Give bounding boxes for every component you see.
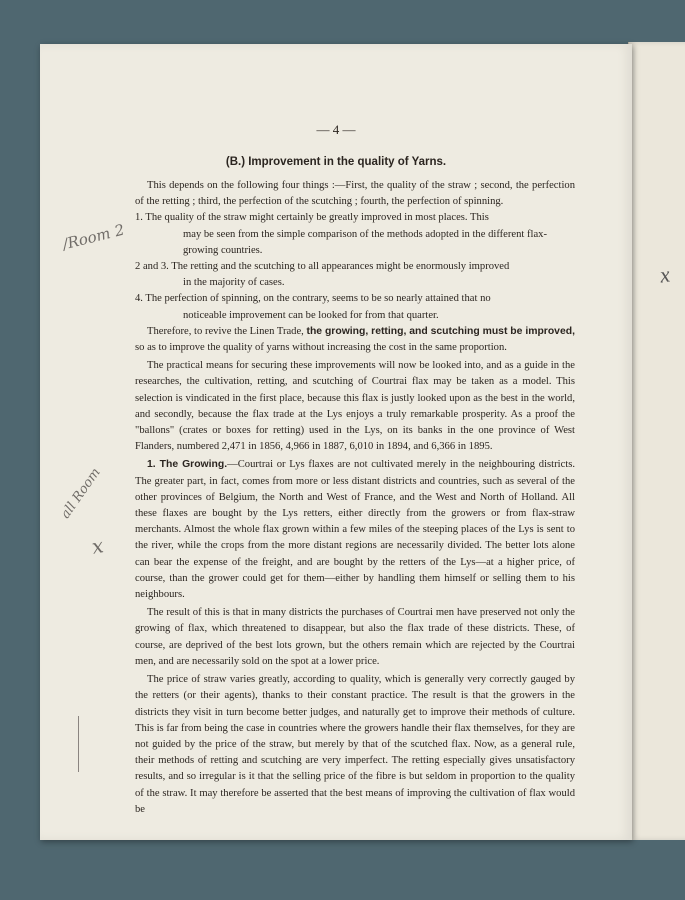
therefore-text: Therefore, to revive the Linen Trade, — [147, 325, 304, 337]
handwritten-x-right: x — [658, 261, 672, 288]
list-item — [135, 210, 575, 259]
list-item — [135, 291, 575, 323]
therefore-bold: the growing, retting, and scutching must be improved, — [306, 325, 575, 337]
list-item-continuation: in the majority of cases. — [183, 277, 285, 289]
body-text — [135, 178, 575, 818]
growing-title: 1. The Growing. — [147, 459, 228, 471]
handwritten-note-room: /Room 2 — [60, 220, 127, 254]
list-item-first-line: 2 and 3. The retting and the scutching to all appearances might be enormously improved — [135, 261, 510, 273]
growing-paragraph — [135, 457, 575, 603]
growing-text: —Courtrai or Lys flaxes are not cultivated merely in the neighbouring districts. The greater part, in fact, comes from more or less distant districts and countries, such as several of the other provinces of Belgium, the North and West of France, and the West and North of Holland. All these flaxes are bought by the Lys retters, either directly from the growers or from flax-straw merchants. Almost the whole flax grown within a few miles of the steeping places of the Lys is sent to the river, while the crops from the more distant regions are necessarily divided. The better lots alone can bear the expense of the freight, and are bought by the retters of the Lys—at a higher price, of course, than the grower could get for them—either by handling them himself or selling them to his neighbours. — [135, 459, 575, 601]
list-item-continuation: may be seen from the simple comparison of the methods adopted in the different flax-growing countries. — [183, 228, 548, 256]
practical-paragraph: The practical means for securing these improvements will now be looked into, and as a guide in the researches, the cultivation, retting, and scutching of Courtrai flax may be taken as a model. This selection is vindicated in the first place, because this flax is justly looked upon as the best in the world, and secondly, because the flax trade at the Lys enjoys a truly remarkable prosperity. As a proof the "ballons" (crates or boxes for retting) used in the Lys, on its banks in the one province of West Flanders, numbered 2,471 in 1856, 4,966 in 1887, 6,010 in 1894, and 6,366 in 1895. — [135, 360, 575, 453]
list-item-first-line: 4. The perfection of spinning, on the contrary, seems to be so nearly attained that no — [135, 293, 491, 305]
list-item-first-line: 1. The quality of the straw might certainly be greatly improved in most places. This — [135, 212, 489, 224]
therefore-paragraph — [135, 324, 575, 356]
intro-paragraph: This depends on the following four things :—First, the quality of the straw ; second, the perfection of the retting ; third, the perfection of the scutching ; fourth, the perfection of spinning. — [135, 180, 575, 208]
handwritten-x-left: x — [90, 533, 106, 559]
adjacent-page — [628, 42, 685, 840]
list-item — [135, 259, 575, 291]
price-paragraph: The price of straw varies greatly, according to quality, which is generally very correctly gauged by the retters (or their agents), thanks to their constant practice. The result is that the growers in the districts they visit in turn become better judges, and naturally get to improve their methods of culture. This is far from being the case in countries where the growers handle their flax themselves, for they are not guided by the price of the straw, but merely by that of the scutched flax. Now, as a general rule, their methods of retting and scutching are very imperfect. The retting especially gives unsatisfactory results, and so irregular is it that the selling price of the fibre is but seldom in proportion to the quality of the straw. It may therefore be asserted that the best means of improving the cultivation of flax would be — [135, 674, 575, 815]
therefore-after: so as to improve the quality of yarns without increasing the cost in the same proportion. — [135, 342, 507, 354]
section-heading: (B.) Improvement in the quality of Yarns. — [225, 156, 447, 168]
document-page — [40, 44, 632, 840]
handwritten-note-all-room: all Room — [58, 465, 104, 522]
page-number: — 4 — — [316, 122, 356, 137]
list-item-continuation: noticeable improvement can be looked for from that quarter. — [183, 309, 439, 321]
result-paragraph: The result of this is that in many districts the purchases of Courtrai men have preserved not only the growing of flax, which threatened to disappear, but also the flax trade of these districts. These, of course, are deprived of the best lots grown, but the others remain which are rejected by the Courtrai men, and are necessarily sold on the spot at a lower price. — [135, 607, 575, 667]
margin-pencil-line — [78, 716, 79, 772]
